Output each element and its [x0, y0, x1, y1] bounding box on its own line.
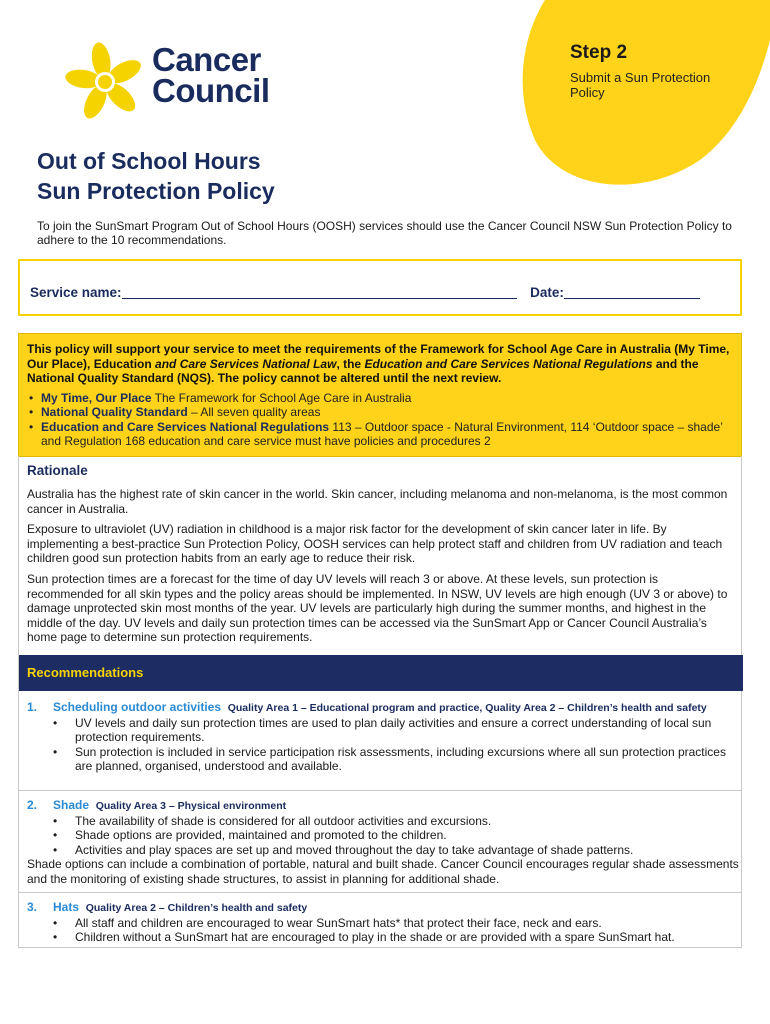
rationale-paragraph-2: Exposure to ultraviolet (UV) radiation in childhood is a major risk factor for the development of skin cancer later in life. By implementing a best-practice Sun Protection Policy, OOSH services can help protect staff and children from UV radiation and teach children good sun protection habits from an early age to reduce their risk. [27, 522, 723, 565]
recommendation-title: Shade [53, 798, 90, 812]
rationale-heading: Rationale [27, 463, 88, 478]
recommendations-heading: Recommendations [27, 665, 144, 680]
policy-bullet-title: My Time, Our Place [41, 390, 152, 405]
policy-body [18, 456, 742, 948]
policy-bullet [27, 405, 733, 420]
policy-bullet [27, 391, 733, 406]
recommendation-3 [19, 892, 741, 945]
recommendation-title: Hats [53, 900, 80, 914]
policy-bullet-title: National Quality Standard [41, 405, 188, 419]
policy-text-2: and Care Services National Law [155, 356, 337, 371]
page-title-line-2: Sun Protection Policy [37, 178, 275, 204]
recommendation-2 [19, 790, 741, 886]
list-item: • Children without a SunSmart hat are encouraged to play in the shade or are provided with a spare SunSmart hat. [19, 930, 741, 945]
date-label: Date: [530, 285, 564, 300]
logo-line-1: Cancer [152, 41, 261, 78]
shade-note: Shade options can include a combination of portable, natural and built shade. Cancer Council encourages regular shade assessments and the monitoring of existing shade structures, to assist in planning for additional shade. [27, 857, 739, 886]
intro-text: To join the SunSmart Program Out of School Hours (OOSH) services should use the Cancer Council NSW Sun Protection Policy to adhere to the 10 recommendations. [37, 219, 732, 247]
policy-bullet-text: 113 – Outdoor space - Natural Environment, 114 ‘Outdoor space – shade’ and Regulation 168 education and care service must have policies and procedures 2 [41, 419, 723, 448]
quality-area: Quality Area 3 – Physical environment [95, 800, 287, 812]
policy-text-5: and the National Quality Standard (NQS). The policy cannot be altered until the next review. [27, 356, 699, 385]
policy-bullet-list [27, 391, 733, 449]
quality-area: Quality Area 1 – Educational program and practice, Quality Area 2 – Children’s health and safety [227, 702, 707, 714]
page-title-line-1: Out of School Hours [37, 148, 261, 174]
list-item: • The availability of shade is considered for all outdoor activities and excursions. [19, 814, 741, 829]
policy-bullet [27, 420, 733, 449]
list-item: • Activities and play spaces are set up and moved throughout the day to take advantage of shade patterns. [19, 843, 741, 858]
logo-wordmark [152, 41, 270, 109]
recommendation-title: Scheduling outdoor activities [53, 700, 222, 714]
service-name-field[interactable] [122, 286, 517, 299]
policy-bullet-title: Education and Care Services National Regulations [41, 419, 330, 434]
service-name-label: Service name: [30, 285, 122, 300]
policy-text-4: Education and Care Services National Regulations [364, 356, 653, 371]
list-item: • All staff and children are encouraged to wear SunSmart hats* that protect their face, neck and ears. [19, 916, 741, 931]
recommendations-header [19, 655, 743, 691]
recommendation-number: 3. [27, 900, 38, 914]
service-details-box [18, 259, 742, 316]
policy-text-3: , the [336, 356, 365, 371]
logo-line-2: Council [152, 72, 270, 109]
recommendation-header [19, 900, 741, 916]
policy-text-1: This policy will support your service to meet the requirements of the Framework for School Age Care in Australia (My Time, Our Place), Education [27, 342, 730, 371]
date-field[interactable] [564, 286, 700, 299]
recommendation-bullets [19, 814, 741, 858]
recommendation-bullets [19, 716, 741, 774]
rationale-paragraph-3: Sun protection times are a forecast for the time of day UV levels will reach 3 or above. At these levels, sun protection is recommended for all skin types and the policy areas should be implemented. In NSW, UV levels are high enough (UV 3 or above) to damage unprotected skin most months of the year. UV levels are particularly high during the summer months, and highest in the middle of the day. UV levels and daily sun protection times can be accessed via the SunSmart App or Cancer Council Australia’s home page to determine sun protection requirements. [27, 572, 728, 644]
recommendation-1 [19, 700, 741, 774]
recommendation-number: 1. [27, 700, 38, 714]
policy-statement-box [18, 333, 742, 457]
step-description: Submit a Sun Protection Policy [570, 70, 711, 100]
quality-area: Quality Area 2 – Children’s health and safety [85, 902, 308, 914]
list-item: • Sun protection is included in service participation risk assessments, including excursions where all sun protection practices are planned, organised, understood and available. [19, 745, 741, 774]
recommendation-number: 2. [27, 798, 38, 812]
service-row [30, 285, 700, 300]
policy-bullet-text: The Framework for School Age Care in Australia [151, 390, 412, 405]
recommendation-header [19, 798, 741, 814]
recommendation-header [19, 700, 741, 716]
list-item: • UV levels and daily sun protection times are used to plan daily activities and ensure a correct understanding of local sun protection requirements. [19, 716, 741, 745]
step-title: Step 2 [570, 42, 628, 63]
rationale-paragraph-1: Australia has the highest rate of skin cancer in the world. Skin cancer, including melanoma and non-melanoma, is the most common cancer in Australia. [27, 487, 728, 516]
policy-bullet-text: – All seven quality areas [187, 405, 321, 419]
recommendation-bullets [19, 916, 741, 945]
policy-statement [27, 342, 733, 386]
page-title [37, 146, 275, 206]
list-item: • Shade options are provided, maintained and promoted to the children. [19, 828, 741, 843]
